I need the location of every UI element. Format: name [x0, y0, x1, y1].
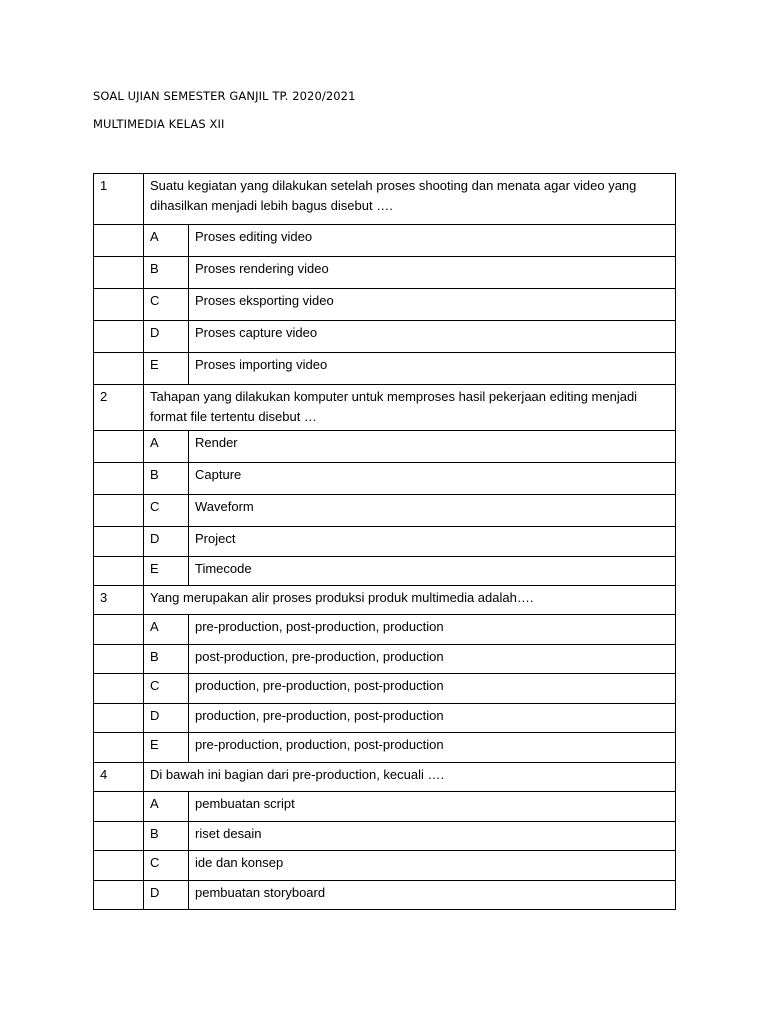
- question-text: Di bawah ini bagian dari pre-production, kecuali ….: [144, 763, 676, 792]
- option-text: Waveform: [189, 495, 676, 527]
- option-text: Proses capture video: [189, 321, 676, 353]
- option-letter: E: [144, 353, 189, 385]
- option-text: pembuatan storyboard: [189, 881, 676, 910]
- option-row: [94, 792, 676, 822]
- option-spacer: [94, 851, 144, 881]
- option-letter: C: [144, 495, 189, 527]
- option-letter: C: [144, 289, 189, 321]
- option-text: pembuatan script: [189, 792, 676, 822]
- option-spacer: [94, 881, 144, 910]
- option-letter: A: [144, 225, 189, 257]
- question-text: Suatu kegiatan yang dilakukan setelah proses shooting dan menata agar video yang dihasilkan menjadi lebih bagus disebut ….: [144, 174, 676, 225]
- option-row: [94, 822, 676, 851]
- question-text: Yang merupakan alir proses produksi produk multimedia adalah….: [144, 586, 676, 615]
- option-row: [94, 257, 676, 289]
- option-spacer: [94, 792, 144, 822]
- option-spacer: [94, 527, 144, 557]
- option-letter: A: [144, 615, 189, 645]
- option-text: pre-production, post-production, production: [189, 615, 676, 645]
- option-letter: B: [144, 463, 189, 495]
- option-letter: D: [144, 881, 189, 910]
- document-subtitle: MULTIMEDIA KELAS XII: [93, 117, 225, 131]
- option-row: [94, 615, 676, 645]
- option-row: [94, 495, 676, 527]
- question-number: 1: [94, 174, 144, 225]
- option-row: [94, 289, 676, 321]
- option-spacer: [94, 463, 144, 495]
- option-row: [94, 557, 676, 586]
- option-letter: C: [144, 674, 189, 704]
- option-letter: B: [144, 645, 189, 674]
- question-number: 3: [94, 586, 144, 615]
- option-letter: B: [144, 257, 189, 289]
- option-letter: D: [144, 321, 189, 353]
- option-spacer: [94, 733, 144, 763]
- option-row: [94, 431, 676, 463]
- question-row: [94, 174, 676, 225]
- option-text: Proses rendering video: [189, 257, 676, 289]
- question-number: 4: [94, 763, 144, 792]
- option-row: [94, 881, 676, 910]
- option-text: Capture: [189, 463, 676, 495]
- option-text: production, pre-production, post-production: [189, 674, 676, 704]
- option-spacer: [94, 822, 144, 851]
- question-row: [94, 385, 676, 431]
- option-spacer: [94, 557, 144, 586]
- option-spacer: [94, 431, 144, 463]
- option-letter: B: [144, 822, 189, 851]
- question-row: [94, 763, 676, 792]
- option-text: Proses editing video: [189, 225, 676, 257]
- option-text: Render: [189, 431, 676, 463]
- option-spacer: [94, 257, 144, 289]
- question-table: [93, 173, 676, 910]
- option-row: [94, 527, 676, 557]
- option-text: Project: [189, 527, 676, 557]
- option-text: Proses importing video: [189, 353, 676, 385]
- option-row: [94, 353, 676, 385]
- document-title: SOAL UJIAN SEMESTER GANJIL TP. 2020/2021: [93, 89, 356, 103]
- option-row: [94, 851, 676, 881]
- option-letter: E: [144, 733, 189, 763]
- option-row: [94, 321, 676, 353]
- option-spacer: [94, 289, 144, 321]
- option-text: ide dan konsep: [189, 851, 676, 881]
- option-row: [94, 645, 676, 674]
- option-text: pre-production, production, post-production: [189, 733, 676, 763]
- option-text: Timecode: [189, 557, 676, 586]
- option-text: riset desain: [189, 822, 676, 851]
- option-spacer: [94, 495, 144, 527]
- option-spacer: [94, 674, 144, 704]
- option-spacer: [94, 225, 144, 257]
- option-text: production, pre-production, post-production: [189, 704, 676, 733]
- option-spacer: [94, 645, 144, 674]
- question-number: 2: [94, 385, 144, 431]
- option-spacer: [94, 353, 144, 385]
- option-row: [94, 463, 676, 495]
- question-text: Tahapan yang dilakukan komputer untuk memproses hasil pekerjaan editing menjadi format file tertentu disebut …: [144, 385, 676, 431]
- option-spacer: [94, 704, 144, 733]
- option-letter: E: [144, 557, 189, 586]
- option-row: [94, 225, 676, 257]
- option-spacer: [94, 321, 144, 353]
- option-text: Proses eksporting video: [189, 289, 676, 321]
- option-letter: A: [144, 431, 189, 463]
- option-spacer: [94, 615, 144, 645]
- option-row: [94, 733, 676, 763]
- option-letter: D: [144, 704, 189, 733]
- option-letter: C: [144, 851, 189, 881]
- question-row: [94, 586, 676, 615]
- option-letter: A: [144, 792, 189, 822]
- option-letter: D: [144, 527, 189, 557]
- option-row: [94, 704, 676, 733]
- option-row: [94, 674, 676, 704]
- option-text: post-production, pre-production, production: [189, 645, 676, 674]
